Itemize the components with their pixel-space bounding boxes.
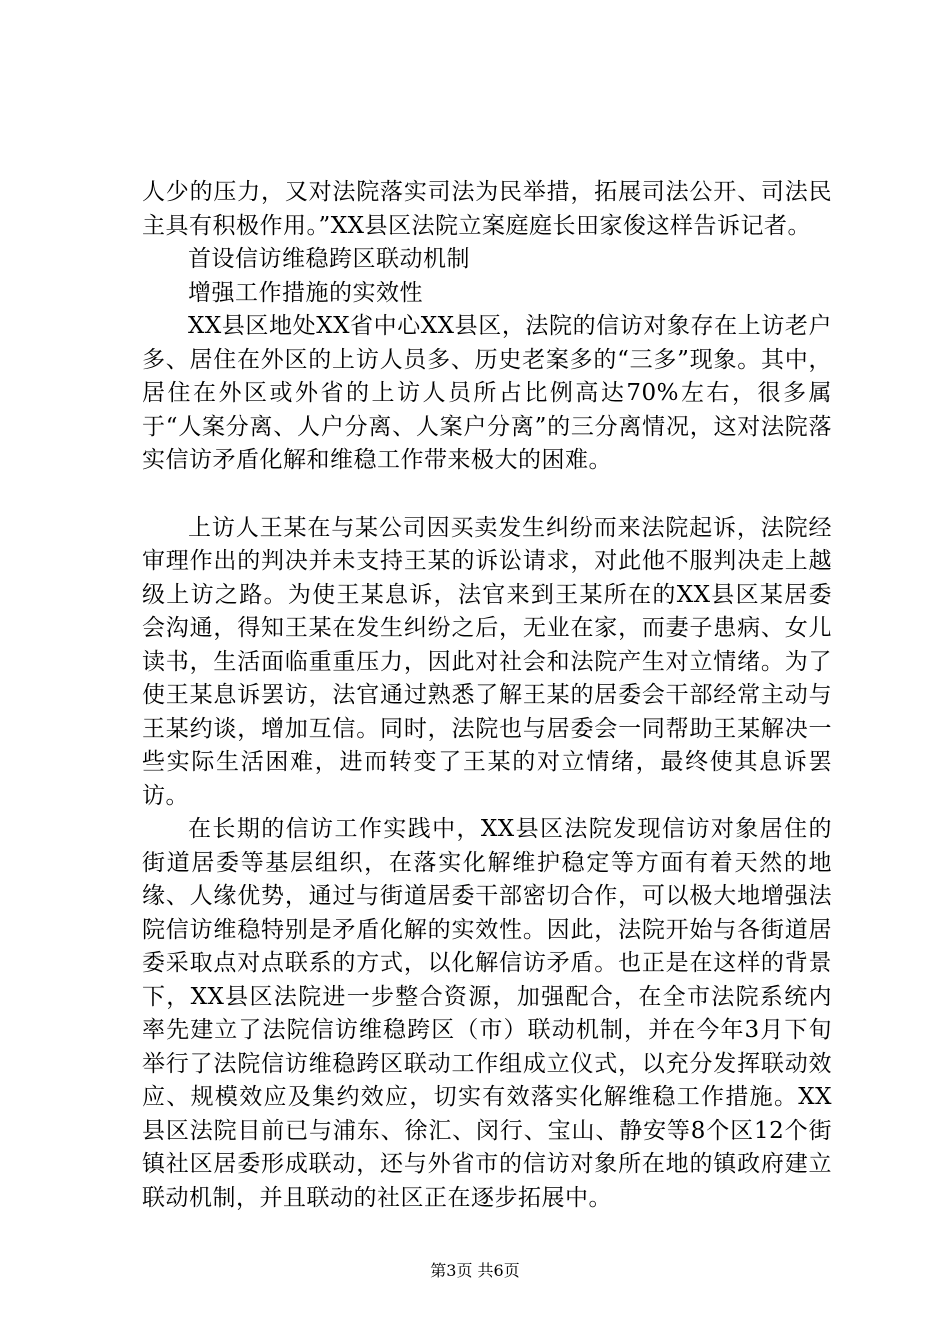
section-heading: 首设信访维稳跨区联动机制 [188,246,470,272]
paragraph-spacer [142,478,832,512]
page-number-footer: 第3页 共6页 [430,1261,520,1280]
paragraph-continuation: 人少的压力，又对法院落实司法为民举措，拓展司法公开、司法民主具有积极作用。”XX县区法院立案庭庭长田家俊这样告诉记者。 [142,179,832,239]
document-body [142,176,832,1215]
paragraph: XX县区地处XX省中心XX县区，法院的信访对象存在上访老户多、居住在外区的上访人员多、历史老案多的“三多”现象。其中，居住在外区或外省的上访人员所占比例高达70%左右，很多属于“人案分离、人户分离、人案户分离”的三分离情况，这对法院落实信访矛盾化解和维稳工作带来极大的困难。 [142,313,832,473]
paragraph: 在长期的信访工作实践中，XX县区法院发现信访对象居住的街道居委等基层组织，在落实化解维护稳定等方面有着天然的地缘、人缘优势，通过与街道居委干部密切合作，可以极大地增强法院信访维稳特别是矛盾化解的实效性。因此，法院开始与各街道居委采取点对点联系的方式，以化解信访矛盾。也正是在这样的背景下，XX县区法院进一步整合资源，加强配合，在全市法院系统内率先建立了法院信访维稳跨区（市）联动机制，并在今年3月下旬举行了法院信访维稳跨区联动工作组成立仪式，以充分发挥联动效应、规模效应及集约效应，切实有效落实化解维稳工作措施。XX县区法院目前已与浦东、徐汇、闵行、宝山、静安等8个区12个街镇社区居委形成联动，还与外省市的信访对象所在地的镇政府建立联动机制，并且联动的社区正在逐步拓展中。 [142,816,832,1211]
paragraph: 上访人王某在与某公司因买卖发生纠纷而来法院起诉，法院经审理作出的判决并未支持王某的诉讼请求，对此他不服判决走上越级上访之路。为使王某息诉，法官来到王某所在的XX县区某居委会沟通，得知王某在发生纠纷之后，无业在家，而妻子患病、女儿读书，生活面临重重压力，因此对社会和法院产生对立情绪。为了使王某息诉罢访，法官通过熟悉了解王某的居委会干部经常主动与王某约谈，增加互信。同时，法院也与居委会一同帮助王某解决一些实际生活困难，进而转变了王某的对立情绪，最终使其息诉罢访。 [142,514,832,809]
section-subheading: 增强工作措施的实效性 [188,279,423,306]
